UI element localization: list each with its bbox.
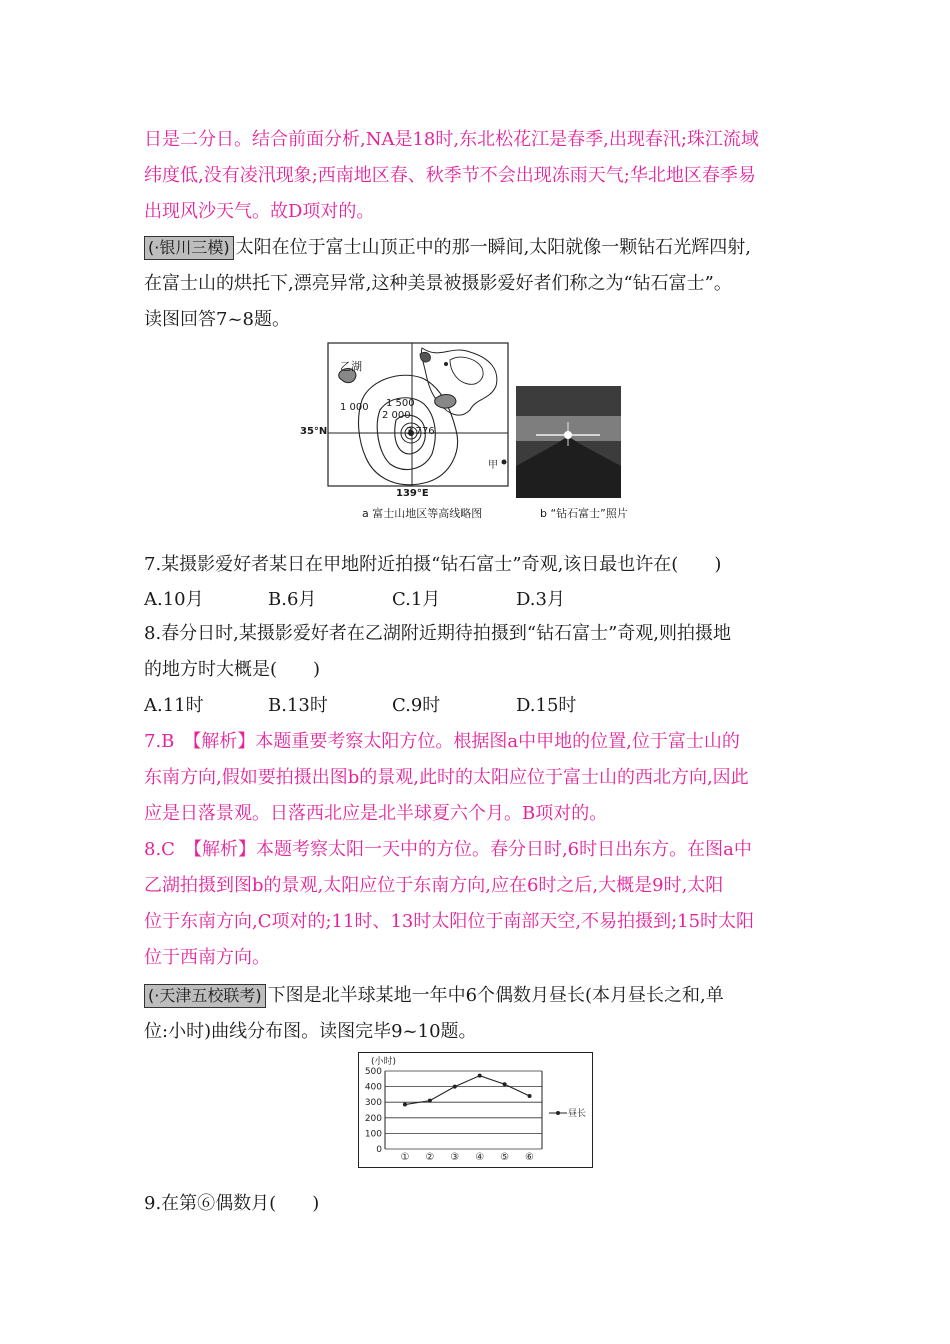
point-jia — [502, 460, 507, 465]
y-tick-label: 100 — [364, 1129, 382, 1140]
option-d: D.3月 — [516, 589, 565, 610]
answer-text-line: 纬度低,没有凌汛现象;西南地区春、秋季节不会出现冻雨天气;华北地区春季易 — [144, 165, 756, 186]
contour-label: 2 000 — [382, 410, 411, 421]
intro-text: 下图是北半球某地一年中6个偶数月昼长(本月昼长之和,单 — [267, 985, 724, 1006]
answer-8-line: 位于西南方向。 — [144, 947, 270, 968]
x-tick-label: ② — [425, 1152, 435, 1163]
data-point — [453, 1085, 457, 1089]
x-tick-label: ③ — [450, 1152, 460, 1163]
data-point — [403, 1103, 407, 1107]
intro-text: 位:小时)曲线分布图。读图完毕9~10题。 — [144, 1021, 477, 1042]
question-8-stem: 的地方时大概是( ) — [144, 659, 321, 680]
intro-text: 太阳在位于富士山顶正中的那一瞬间,太阳就像一颗钻石光辉四射, — [235, 237, 752, 258]
question-intro — [144, 984, 724, 1008]
option-b: B.13时 — [268, 695, 328, 716]
answer-7-line: 东南方向,假如要拍摄出图b的景观,此时的太阳应位于富士山的西北方向,因此 — [144, 767, 749, 788]
contour-map-figure — [300, 340, 515, 500]
question-9-stem: 9.在第⑥偶数月( ) — [144, 1193, 320, 1214]
y-tick-label: 400 — [364, 1082, 382, 1093]
legend-marker — [556, 1111, 560, 1115]
data-point — [478, 1074, 482, 1078]
question-8-stem: 8.春分日时,某摄影爱好者在乙湖附近期待拍摄到“钻石富士”奇观,则拍摄地 — [144, 623, 732, 644]
option-c: C.9时 — [392, 695, 441, 716]
y-tick-label: 200 — [364, 1113, 382, 1124]
x-tick-label: ① — [400, 1152, 410, 1163]
intro-text: 读图回答7~8题。 — [144, 309, 290, 330]
data-point — [528, 1094, 532, 1098]
contour-label: 1 500 — [386, 398, 415, 409]
source-tag: (·银川三模) — [144, 236, 234, 260]
answer-text-line: 出现风沙天气。故D项对的。 — [144, 201, 375, 222]
point-mark — [444, 362, 448, 366]
option-b: B.6月 — [268, 589, 317, 610]
y-axis-label: (小时) — [371, 1057, 397, 1067]
latitude-label: 35°N — [300, 426, 328, 437]
figure-caption: b “钻石富士”照片 — [540, 507, 628, 520]
longitude-label: 139°E — [396, 488, 429, 499]
data-point — [503, 1082, 507, 1086]
x-tick-label: ④ — [475, 1152, 485, 1163]
answer-7-line: 应是日落景观。日落西北应是北半球夏六个月。B项对的。 — [144, 803, 608, 824]
question-intro — [144, 236, 751, 260]
place-label: 甲 — [488, 460, 498, 471]
source-tag: (·天津五校联考) — [144, 984, 266, 1008]
question-8-options — [144, 694, 640, 718]
series-line-daylength — [405, 1076, 530, 1105]
question-7-stem: 7.某摄影爱好者某日在甲地附近拍摄“钻石富士”奇观,该日最也许在( ) — [144, 554, 722, 575]
option-a: A.10月 — [144, 589, 204, 610]
question-7-options — [144, 588, 640, 612]
answer-7-line: 7.B 【解析】本题重要考察太阳方位。根据图a中甲地的位置,位于富士山的 — [144, 731, 740, 752]
y-tick-label: 0 — [376, 1145, 382, 1155]
figure-caption: a 富士山地区等高线略图 — [362, 507, 483, 520]
lake-east — [435, 395, 456, 409]
y-tick-label: 300 — [364, 1098, 382, 1109]
y-tick-label: 500 — [364, 1067, 382, 1077]
contour-label: 1 000 — [340, 402, 369, 413]
intro-text: 在富士山的烘托下,漂亮异常,这种美景被摄影爱好者们称之为“钻石富士”。 — [144, 273, 732, 294]
answer-8-line: 位于东南方向,C项对的;11时、13时太阳位于南部天空,不易拍摄到;15时太阳 — [144, 911, 755, 932]
diamond-fuji-photo — [516, 386, 621, 498]
option-a: A.11时 — [144, 695, 204, 716]
lake-label: 乙湖 — [340, 360, 362, 373]
chart-svg — [359, 1053, 592, 1167]
option-c: C.1月 — [392, 589, 441, 610]
legend-label: 昼长 — [568, 1109, 587, 1119]
summit-label: 3 776 — [406, 426, 435, 437]
data-point — [428, 1099, 432, 1103]
x-tick-label: ⑤ — [500, 1152, 510, 1163]
answer-text-line: 日是二分日。结合前面分析,NA是18时,东北松花江是春季,出现春汛;珠江流域 — [144, 129, 759, 150]
daylength-chart — [358, 1052, 593, 1168]
option-d: D.15时 — [516, 695, 577, 716]
answer-8-line: 8.C 【解析】本题考察太阳一天中的方位。春分日时,6时日出东方。在图a中 — [144, 839, 752, 860]
answer-8-line: 乙湖拍摄到图b的景观,太阳应位于东南方向,应在6时之后,大概是9时,太阳 — [144, 875, 724, 896]
x-tick-label: ⑥ — [525, 1152, 535, 1163]
